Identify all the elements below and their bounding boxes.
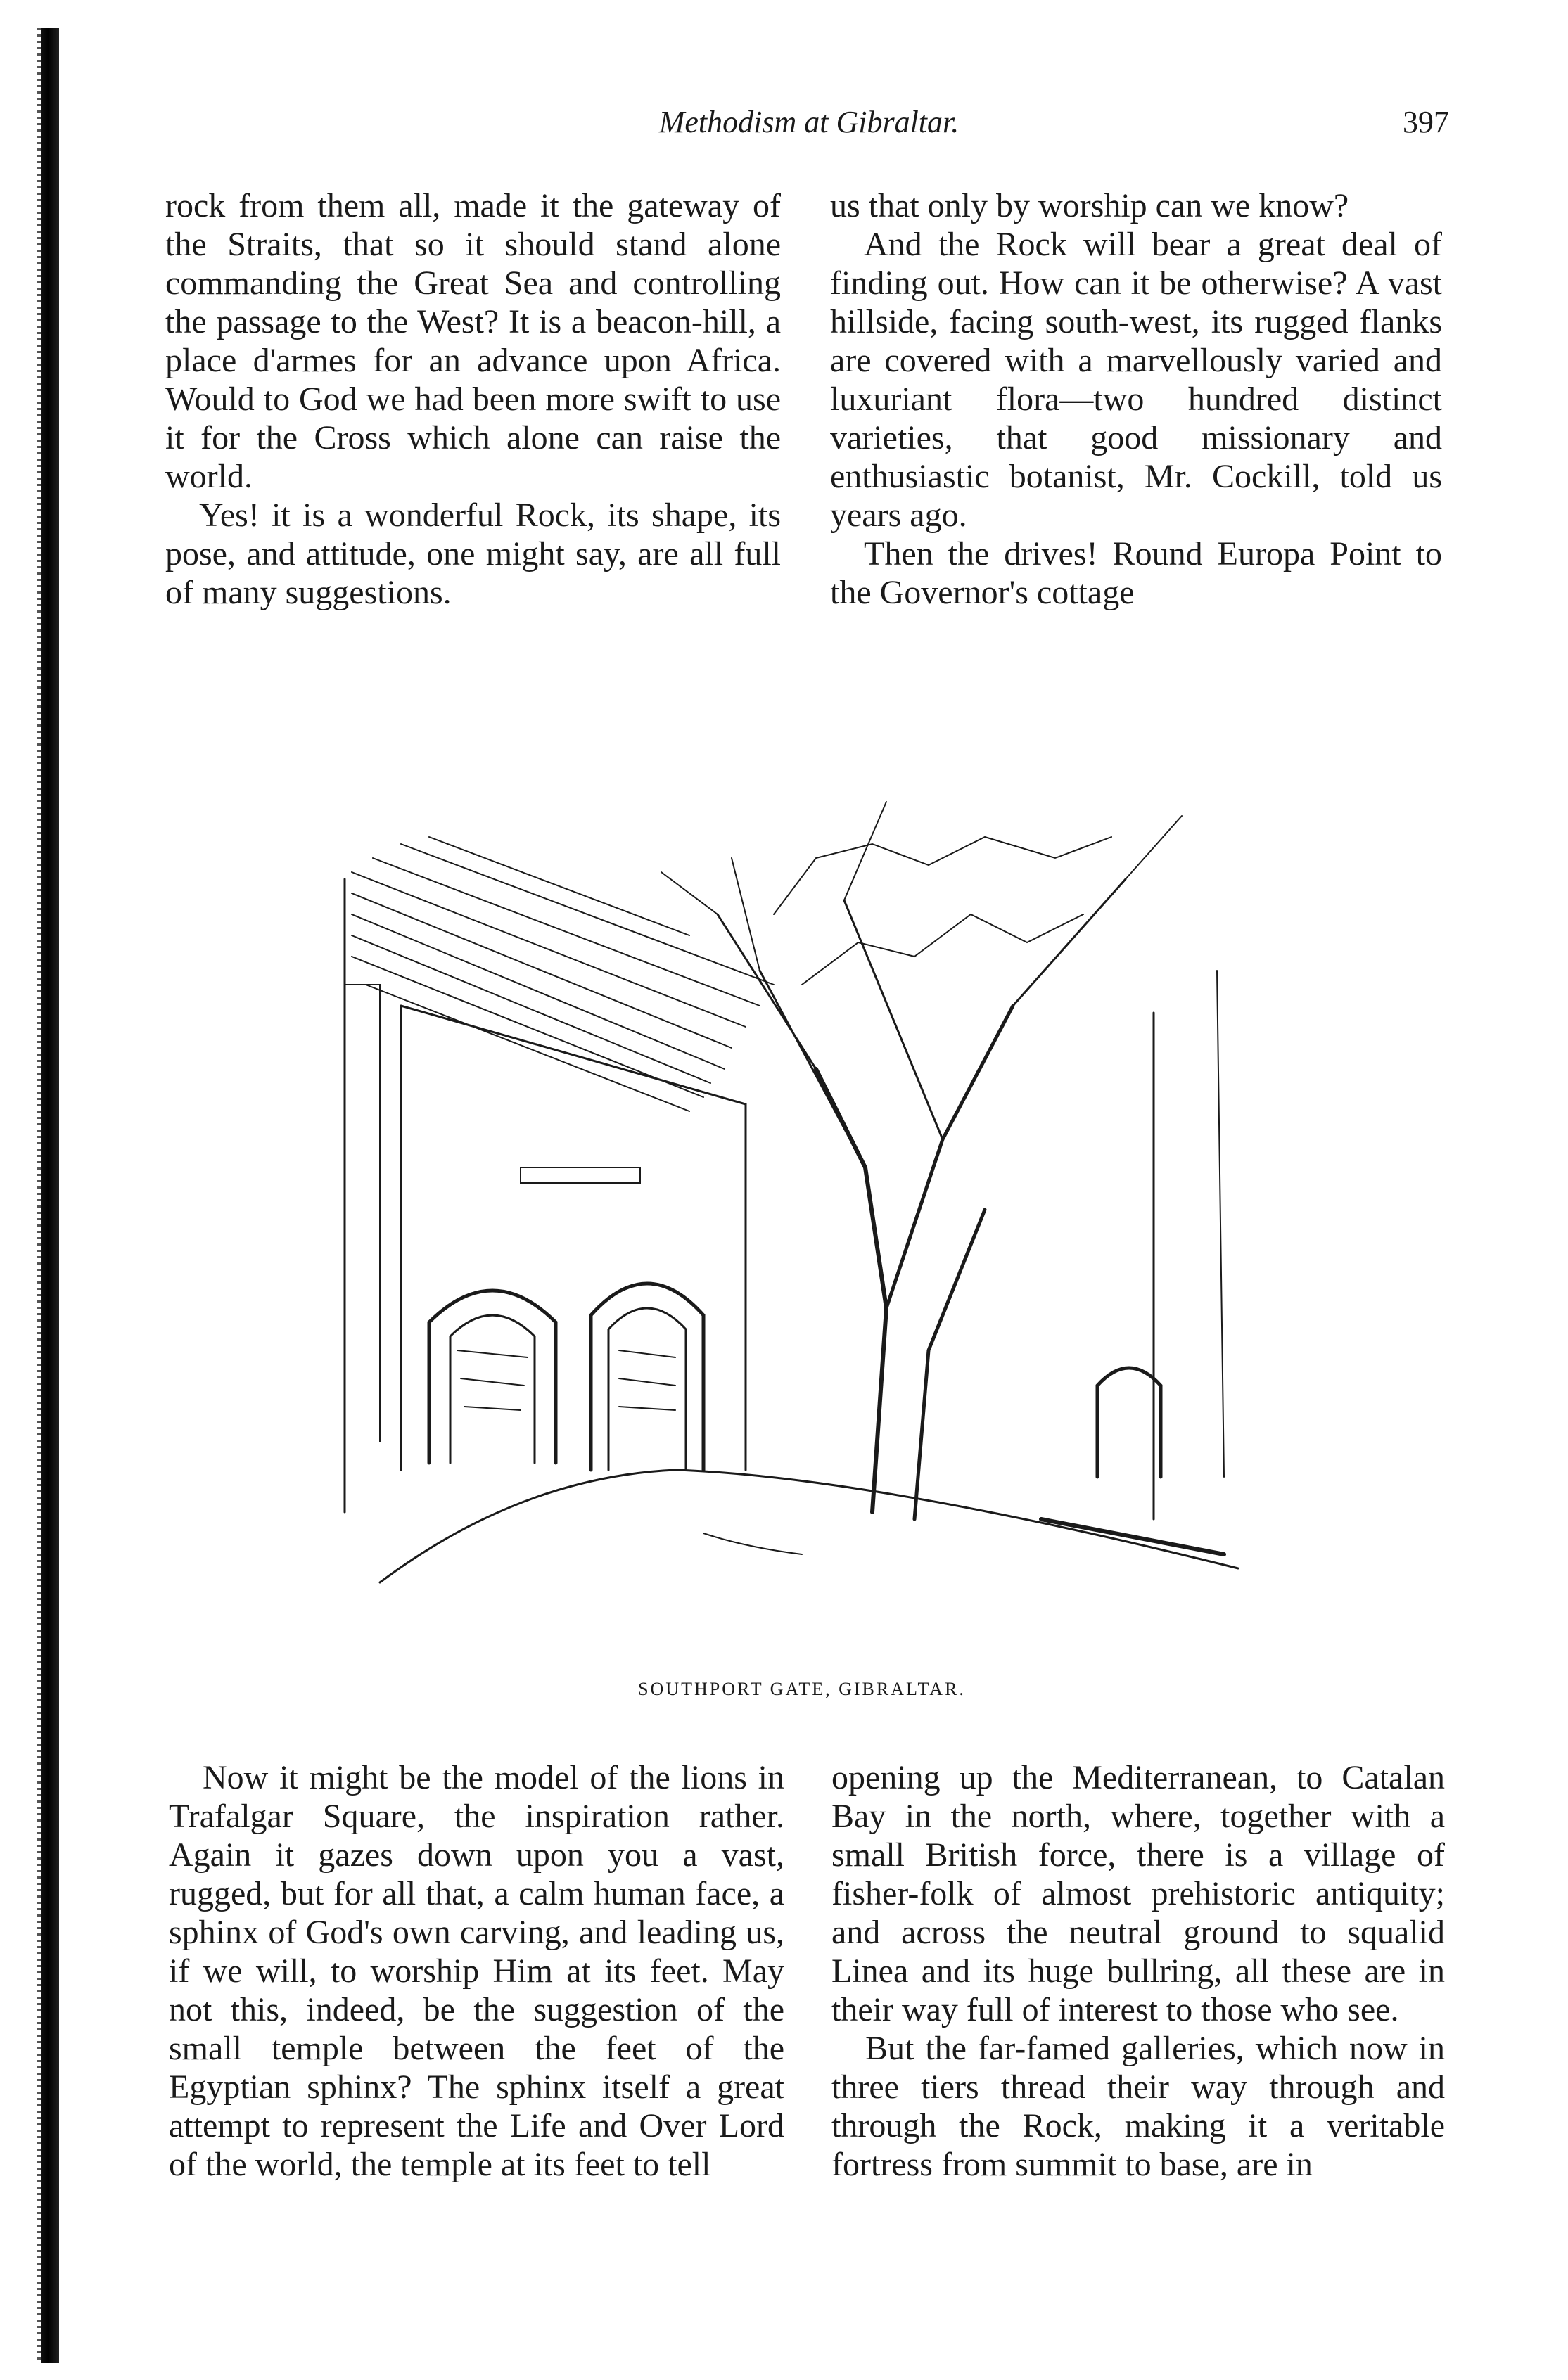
inscription-plaque: [521, 1167, 640, 1183]
archways: [429, 1284, 703, 1470]
running-title: Methodism at Gibraltar.: [658, 105, 960, 139]
right-building: [1097, 971, 1224, 1519]
southport-gate-illustration: [310, 774, 1294, 1660]
paragraph: opening up the Mediterranean, to Catalan Bay in the north, where, together with a small British force, there is a village of fisher-folk of almost prehistoric antiquity; and across the neutral ground to squalid Linea and its huge bullring, all these are in their way full of interest to those who see.: [831, 1759, 1445, 2028]
column-top-left: [165, 186, 781, 612]
scan-binding-edge: [41, 28, 59, 2363]
page-header: [169, 104, 1449, 146]
tree: [661, 802, 1182, 1519]
column-bottom-left: [169, 1758, 784, 2184]
road: [380, 1470, 1238, 1582]
rock-hatching: [352, 837, 774, 1111]
page-number: 397: [1403, 105, 1449, 139]
paragraph: us that only by worship can we know?: [830, 187, 1349, 224]
column-top-right: [830, 186, 1442, 612]
paragraph: Now it might be the model of the lions in Trafalgar Square, the inspiration rather. Again it gazes down upon you a vast, rugged, but for all that, a calm human face, a sphinx of God's own carving, and leading us, if we will, to worship Him at its feet. May not this, indeed, be the suggestion of the small temple between the feet of the Egyptian sphinx? The sphinx itself a great attempt to represent the Life and Over Lord of the world, the temple at its feet to tell: [169, 1759, 784, 2183]
paragraph: But the far-famed galleries, which now in three tiers thread their way through and through the Rock, making it a veritable fortress from summit to base, are in: [831, 2030, 1445, 2183]
paragraph: rock from them all, made it the gateway of the Straits, that so it should stand alone commanding the Great Sea and controlling the passage to the West? It is a beacon-hill, a place d'armes for an advance upon Africa. Would to God we had been more swift to use it for the Cross which alone can raise the world.: [165, 187, 781, 495]
column-bottom-right: [831, 1758, 1445, 2184]
figure-caption: SOUTHPORT GATE, GIBRALTAR.: [638, 1679, 966, 1699]
gate-wall-top: [401, 1006, 746, 1470]
paragraph: Then the drives! Round Europa Point to the Governor's cottage: [830, 535, 1442, 611]
paragraph: Yes! it is a wonderful Rock, its shape, its pose, and attitude, one might say, are all full of many suggestions.: [165, 497, 781, 611]
paragraph: And the Rock will bear a great deal of finding out. How can it be otherwise? A vast hillside, facing south-west, its rugged flanks are covered with a marvellously varied and luxuriant flora—two hundred distinct varieties, that good missionary and enthusiastic botanist, Mr. Cockill, told us years ago.: [830, 226, 1442, 534]
